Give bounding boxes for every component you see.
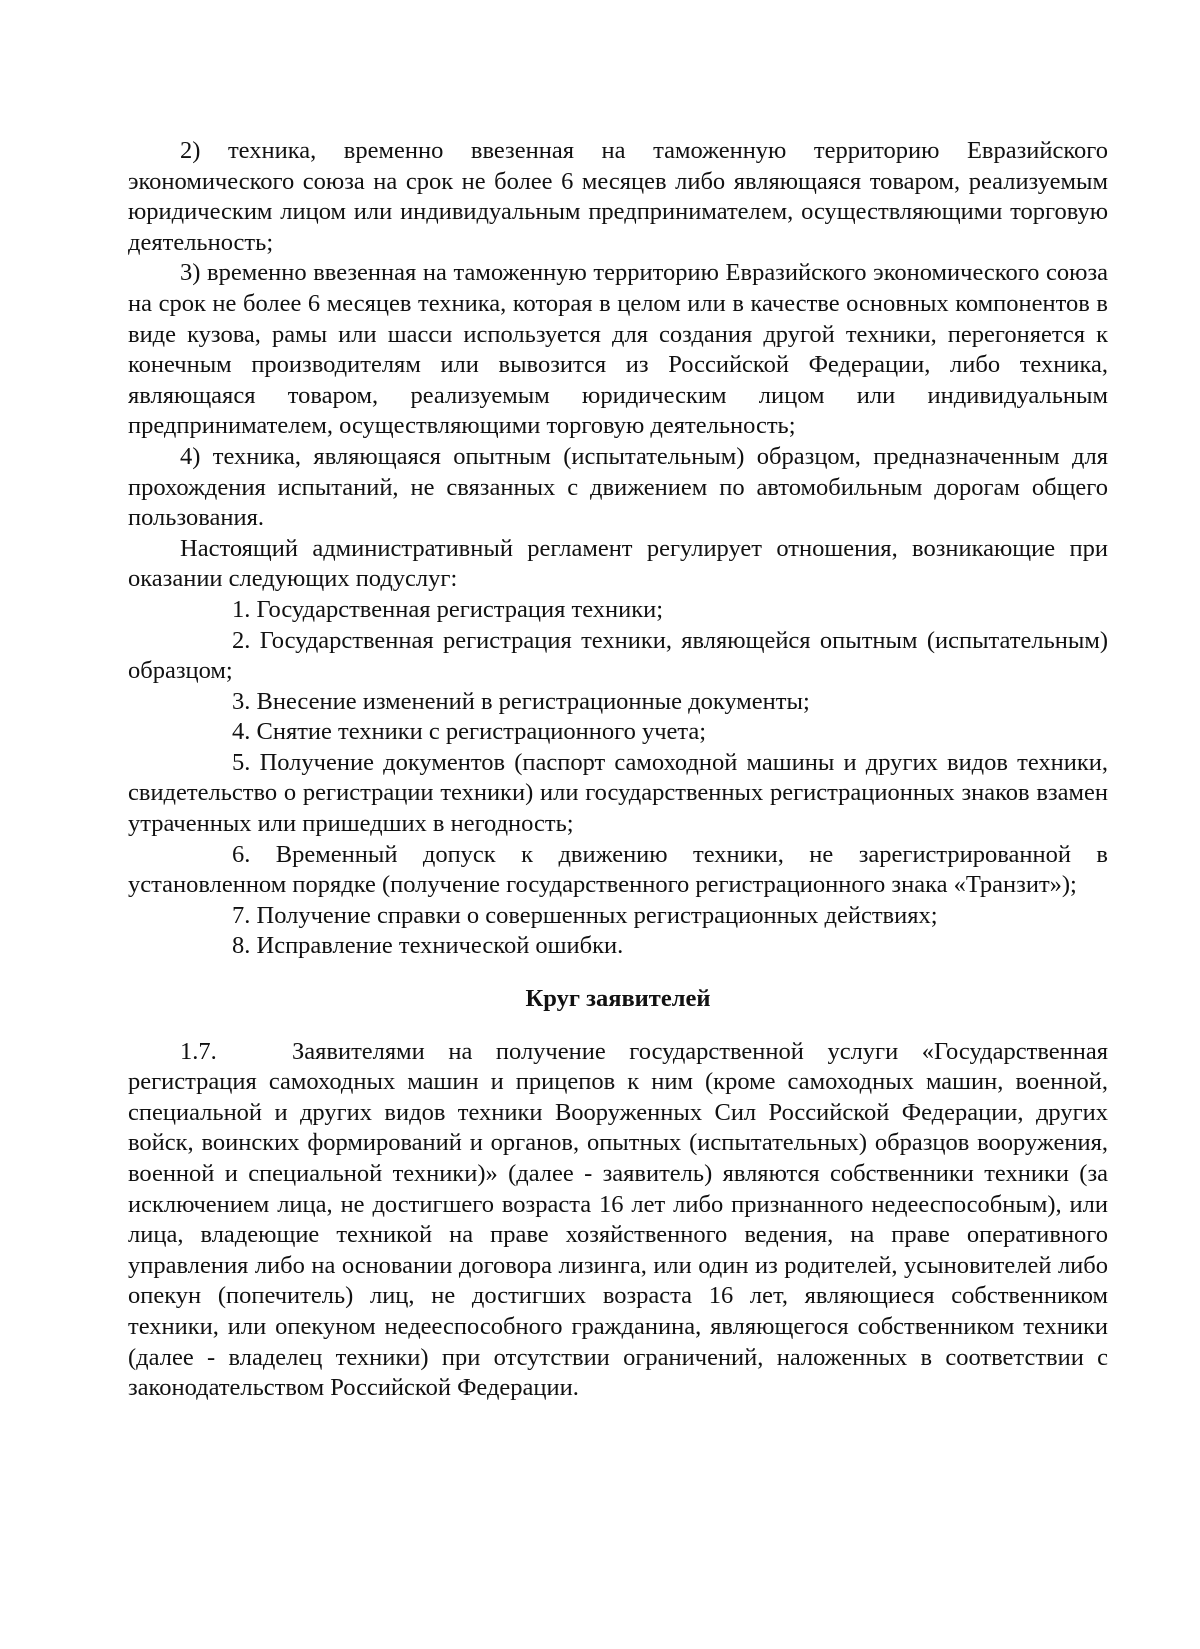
list-item-text: Получение справки о совершенных регистрационных действиях;: [256, 901, 938, 929]
paragraph-item-3: 3) временно ввезенная на таможенную территорию Евразийского экономического союза на срок не более 6 месяцев техника, которая в целом или в качестве основных компонентов в виде кузова, рамы или шасси используется для создания другой техники, перегоняется к конечным производителям или вывозится из Российской Федерации, либо техника, являющаяся товаром, реализуемым юридическим лицом или индивидуальным предпринимателем, осуществляющими торговую деятельность;: [128, 259, 1108, 440]
list-item-text: Временный допуск к движению техники, не зарегистрированной в установленном порядке (получение государственного регистрационного знака «Транзит»);: [128, 840, 1108, 899]
clause-number: 1.7.: [180, 1037, 217, 1065]
list-item-number: 7.: [232, 901, 251, 929]
section-heading: Круг заявителей: [525, 985, 711, 1013]
list-item-text: Государственная регистрация техники;: [256, 595, 664, 623]
clause-text: Заявителями на получение государственной услуги «Государственная регистрация самоходных машин и прицепов к ним (кроме самоходных машин, военной, специальной и других видов техники Вооруженных Сил Российской Федерации, других войск, воинских формирований и органов, опытных (испытательных) образцов вооружения, военной и специальной техники)» (далее - заявитель) являются собственники техники (за исключением лица, не достигшего возраста 16 лет либо признанного недееспособным), или лица, владеющие техникой на праве хозяйственного ведения, на праве оперативного управления либо на основании договора лизинга, или один из родителей, усыновителей либо опекун (попечитель) лиц, не достигших возраста 16 лет, являющиеся собственником техники, или опекуном недееспособного гражданина, являющегося собственником техники (далее - владелец техники) при отсутствии ограничений, наложенных в соответствии с законодательством Российской Федерации.: [128, 1037, 1108, 1402]
list-item-number: 8.: [232, 932, 251, 960]
list-item: [128, 717, 1108, 748]
list-item-number: 1.: [232, 595, 251, 623]
list-item: [128, 748, 1108, 840]
list-item-text: Снятие техники с регистрационного учета;: [256, 718, 707, 746]
list-item-number: 3.: [232, 687, 251, 715]
list-item-text: Государственная регистрация техники, являющейся опытным (испытательным) образцом;: [128, 626, 1108, 685]
list-item-number: 2.: [232, 626, 251, 654]
paragraph-item-2: 2) техника, временно ввезенная на таможенную территорию Евразийского экономического союза на срок не более 6 месяцев либо являющаяся товаром, реализуемым юридическим лицом или индивидуальным предпринимателем, осуществляющими торговую деятельность;: [128, 137, 1108, 256]
document-body: [128, 136, 1108, 1404]
list-item: [128, 840, 1108, 901]
list-item-text: Внесение изменений в регистрационные документы;: [256, 687, 810, 715]
list-item-number: 5.: [232, 748, 251, 776]
list-item: [128, 687, 1108, 718]
list-item-number: 4.: [232, 718, 251, 746]
list-item-number: 6.: [232, 840, 251, 868]
list-item: [128, 626, 1108, 687]
paragraph-item-4: 4) техника, являющаяся опытным (испытательным) образцом, предназначенным для прохождения испытаний, не связанных с движением по автомобильным дорогам общего пользования.: [128, 442, 1108, 532]
list-item: [128, 595, 1108, 626]
list-item-text: Исправление технической ошибки.: [256, 932, 624, 960]
list-item: [128, 931, 1108, 962]
subservices-list: [128, 595, 1108, 962]
list-item: [128, 901, 1108, 932]
list-item-text: Получение документов (паспорт самоходной машины и других видов техники, свидетельство о регистрации техники) или государственных регистрационных знаков взамен утраченных или пришедших в негодность;: [128, 748, 1109, 838]
clause-1-7: [128, 1037, 1108, 1404]
paragraph-regulation-intro: Настоящий административный регламент регулирует отношения, возникающие при оказании следующих подуслуг:: [128, 534, 1108, 593]
